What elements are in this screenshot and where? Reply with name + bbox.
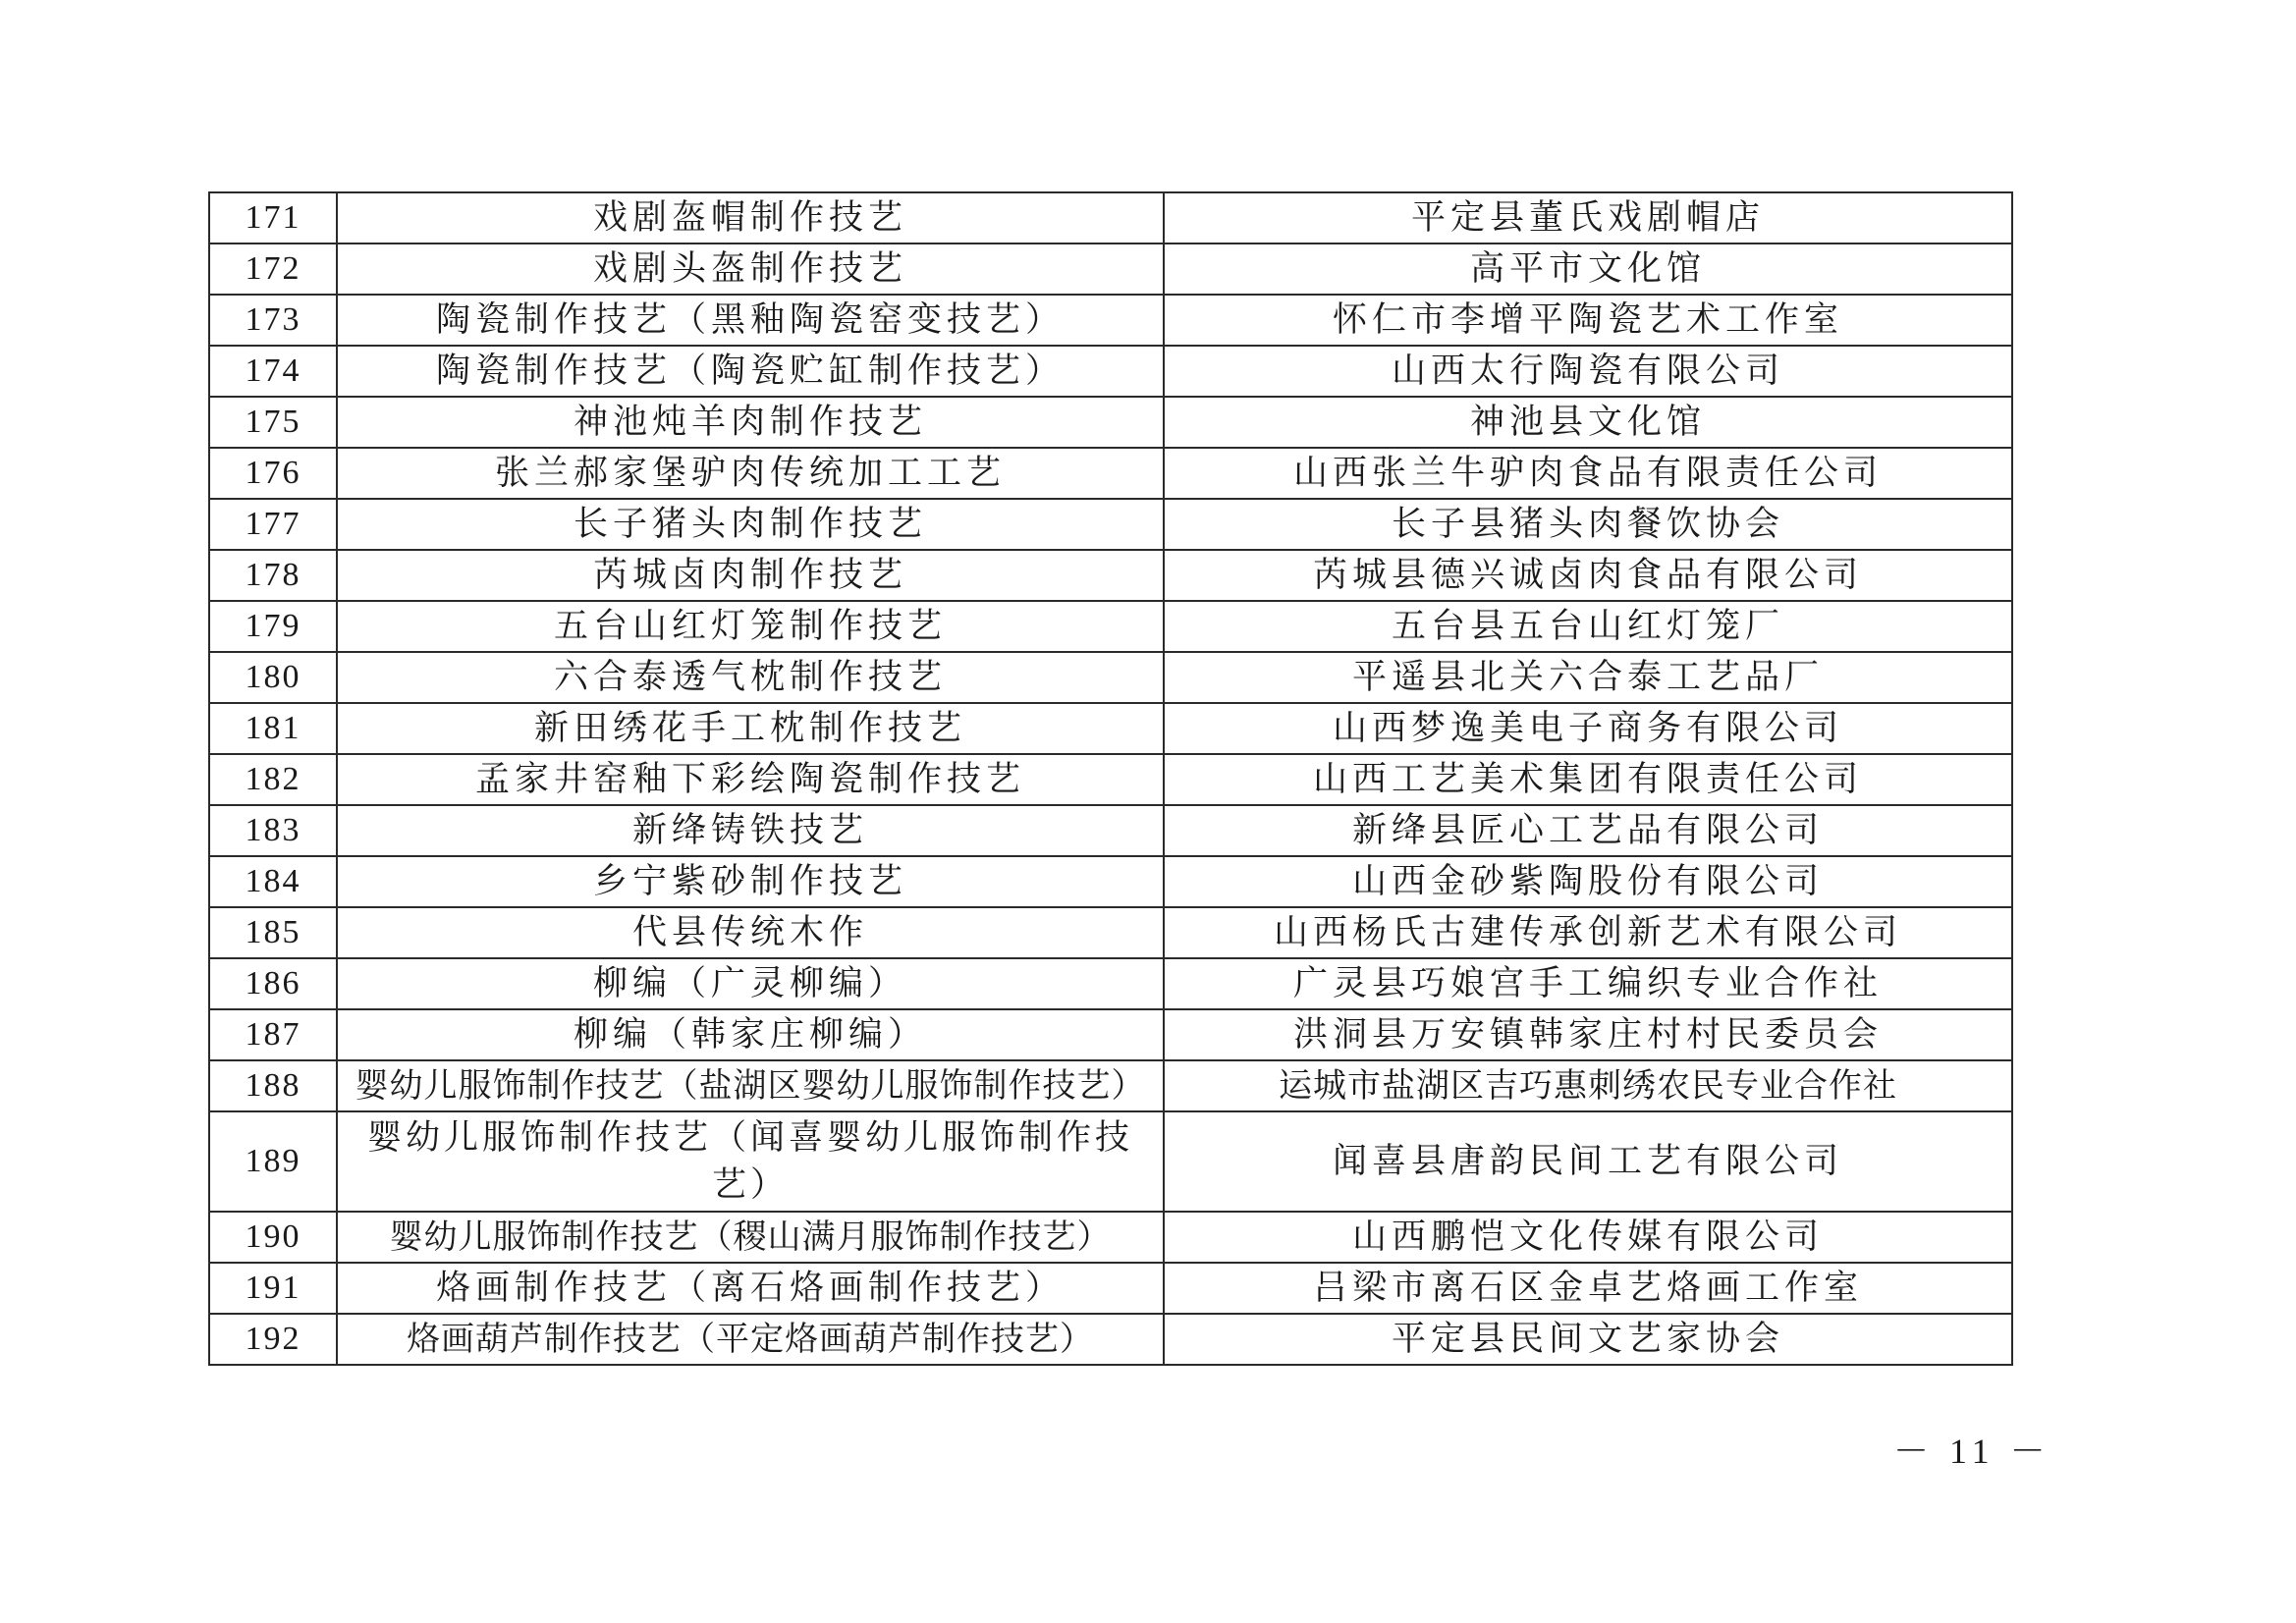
row-number: 171 — [209, 192, 337, 243]
heritage-item: 乡宁紫砂制作技艺 — [337, 856, 1164, 907]
page-number: － 11 － — [1893, 1432, 2051, 1471]
protection-unit: 五台县五台山红灯笼厂 — [1164, 601, 2012, 652]
protection-unit: 闻喜县唐韵民间工艺有限公司 — [1164, 1111, 2012, 1212]
table-row — [209, 1263, 2012, 1314]
row-number: 184 — [209, 856, 337, 907]
table-row — [209, 907, 2012, 958]
protection-unit: 吕梁市离石区金卓艺烙画工作室 — [1164, 1263, 2012, 1314]
heritage-item: 孟家井窑釉下彩绘陶瓷制作技艺 — [337, 754, 1164, 805]
row-number: 174 — [209, 346, 337, 397]
protection-unit: 山西太行陶瓷有限公司 — [1164, 346, 2012, 397]
heritage-item: 新田绣花手工枕制作技艺 — [337, 703, 1164, 754]
heritage-item: 戏剧盔帽制作技艺 — [337, 192, 1164, 243]
table-row — [209, 397, 2012, 448]
protection-unit: 芮城县德兴诚卤肉食品有限公司 — [1164, 550, 2012, 601]
row-number: 177 — [209, 499, 337, 550]
table-row — [209, 1060, 2012, 1111]
heritage-item: 烙画葫芦制作技艺（平定烙画葫芦制作技艺） — [337, 1314, 1164, 1365]
table-row — [209, 601, 2012, 652]
row-number: 179 — [209, 601, 337, 652]
protection-unit: 平定县董氏戏剧帽店 — [1164, 192, 2012, 243]
heritage-item: 神池炖羊肉制作技艺 — [337, 397, 1164, 448]
row-number: 178 — [209, 550, 337, 601]
table-row — [209, 1111, 2012, 1212]
heritage-item: 柳编（广灵柳编） — [337, 958, 1164, 1009]
protection-unit: 山西鹏恺文化传媒有限公司 — [1164, 1212, 2012, 1263]
heritage-item: 新绛铸铁技艺 — [337, 805, 1164, 856]
heritage-item: 婴幼儿服饰制作技艺（盐湖区婴幼儿服饰制作技艺） — [337, 1060, 1164, 1111]
protection-unit: 洪洞县万安镇韩家庄村村民委员会 — [1164, 1009, 2012, 1060]
table-row — [209, 192, 2012, 243]
table-row — [209, 958, 2012, 1009]
table-row — [209, 499, 2012, 550]
table-row — [209, 295, 2012, 346]
row-number: 181 — [209, 703, 337, 754]
protection-unit: 山西金砂紫陶股份有限公司 — [1164, 856, 2012, 907]
protection-unit: 山西工艺美术集团有限责任公司 — [1164, 754, 2012, 805]
table-row — [209, 754, 2012, 805]
heritage-list-table — [208, 191, 2013, 1366]
table-row — [209, 1314, 2012, 1365]
row-number: 176 — [209, 448, 337, 499]
protection-unit: 山西张兰牛驴肉食品有限责任公司 — [1164, 448, 2012, 499]
table-row — [209, 346, 2012, 397]
heritage-item: 婴幼儿服饰制作技艺（闻喜婴幼儿服饰制作技艺） — [337, 1111, 1164, 1212]
row-number: 173 — [209, 295, 337, 346]
row-number: 180 — [209, 652, 337, 703]
heritage-item: 戏剧头盔制作技艺 — [337, 243, 1164, 295]
row-number: 183 — [209, 805, 337, 856]
row-number: 191 — [209, 1263, 337, 1314]
protection-unit: 长子县猪头肉餐饮协会 — [1164, 499, 2012, 550]
protection-unit: 高平市文化馆 — [1164, 243, 2012, 295]
row-number: 175 — [209, 397, 337, 448]
heritage-item: 陶瓷制作技艺（陶瓷贮缸制作技艺） — [337, 346, 1164, 397]
heritage-item: 陶瓷制作技艺（黑釉陶瓷窑变技艺） — [337, 295, 1164, 346]
heritage-item: 长子猪头肉制作技艺 — [337, 499, 1164, 550]
heritage-item: 柳编（韩家庄柳编） — [337, 1009, 1164, 1060]
row-number: 190 — [209, 1212, 337, 1263]
heritage-item: 五台山红灯笼制作技艺 — [337, 601, 1164, 652]
heritage-item: 烙画制作技艺（离石烙画制作技艺） — [337, 1263, 1164, 1314]
protection-unit: 新绛县匠心工艺品有限公司 — [1164, 805, 2012, 856]
protection-unit: 山西梦逸美电子商务有限公司 — [1164, 703, 2012, 754]
protection-unit: 山西杨氏古建传承创新艺术有限公司 — [1164, 907, 2012, 958]
table-row — [209, 703, 2012, 754]
table-row — [209, 1212, 2012, 1263]
row-number: 182 — [209, 754, 337, 805]
row-number: 172 — [209, 243, 337, 295]
protection-unit: 平定县民间文艺家协会 — [1164, 1314, 2012, 1365]
protection-unit: 运城市盐湖区吉巧惠刺绣农民专业合作社 — [1164, 1060, 2012, 1111]
heritage-item: 张兰郝家堡驴肉传统加工工艺 — [337, 448, 1164, 499]
row-number: 186 — [209, 958, 337, 1009]
protection-unit: 广灵县巧娘宫手工编织专业合作社 — [1164, 958, 2012, 1009]
protection-unit: 神池县文化馆 — [1164, 397, 2012, 448]
protection-unit: 怀仁市李增平陶瓷艺术工作室 — [1164, 295, 2012, 346]
table-row — [209, 805, 2012, 856]
heritage-item: 婴幼儿服饰制作技艺（稷山满月服饰制作技艺） — [337, 1212, 1164, 1263]
table-row — [209, 856, 2012, 907]
table-row — [209, 550, 2012, 601]
row-number: 192 — [209, 1314, 337, 1365]
row-number: 188 — [209, 1060, 337, 1111]
table-row — [209, 243, 2012, 295]
heritage-item: 六合泰透气枕制作技艺 — [337, 652, 1164, 703]
heritage-item: 代县传统木作 — [337, 907, 1164, 958]
heritage-item: 芮城卤肉制作技艺 — [337, 550, 1164, 601]
row-number: 187 — [209, 1009, 337, 1060]
table-row — [209, 652, 2012, 703]
protection-unit: 平遥县北关六合泰工艺品厂 — [1164, 652, 2012, 703]
table-row — [209, 1009, 2012, 1060]
table-row — [209, 448, 2012, 499]
row-number: 185 — [209, 907, 337, 958]
row-number: 189 — [209, 1111, 337, 1212]
